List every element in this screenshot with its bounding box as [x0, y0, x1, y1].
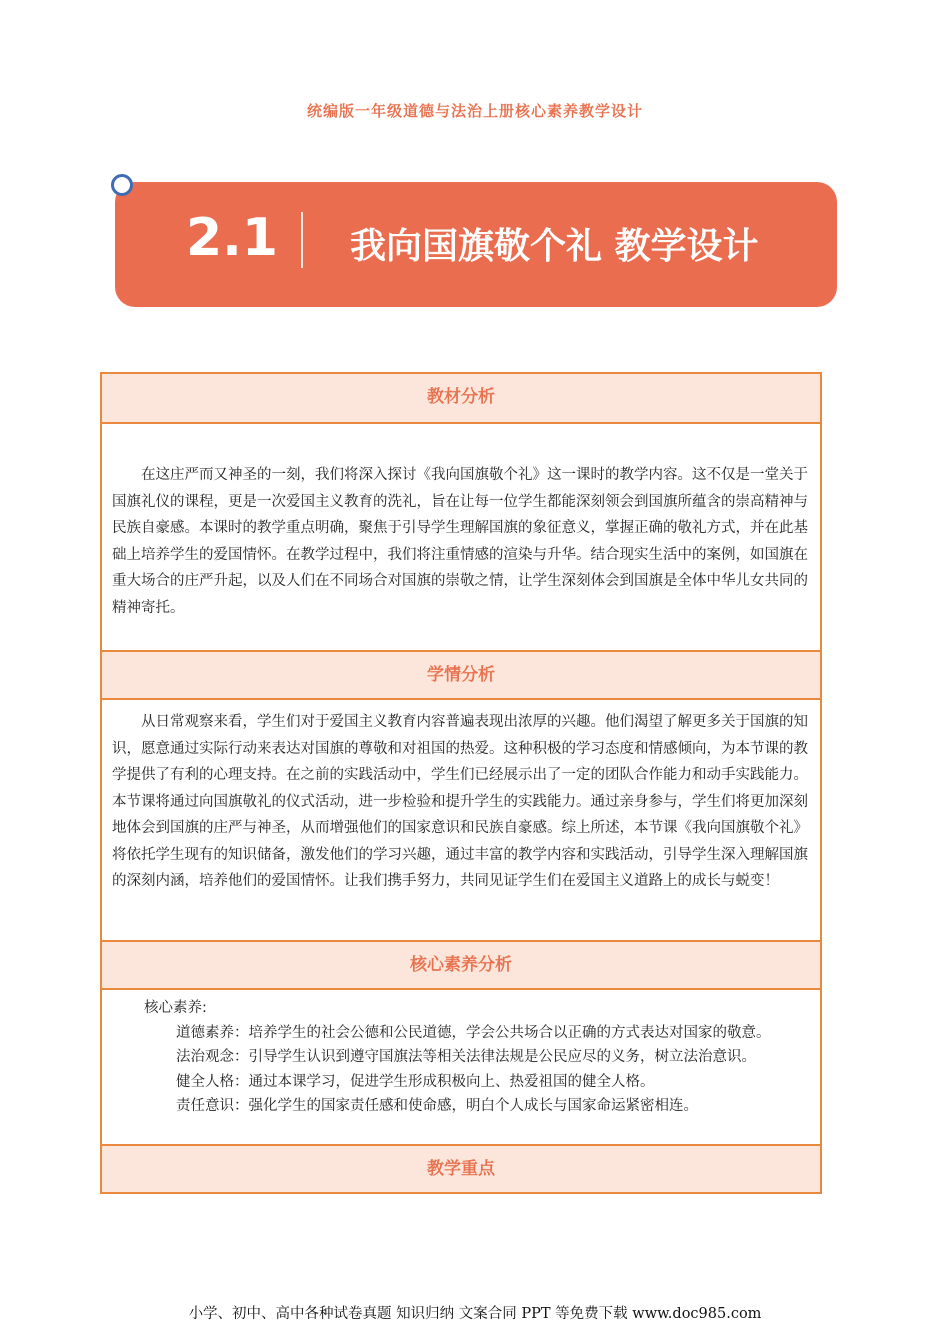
students-paragraph: 从日常观察来看，学生们对于爱国主义教育内容普遍表现出浓厚的兴趣。他们渴望了解更多关于国旗的知识，愿意通过实际行动来表达对国旗的尊敬和对祖国的热爱。这种积极的学习态度和情感倾向，为本节课的教学提供了有利的心理支持。在之前的实践活动中，学生们已经展示出了一定的团队合作能力和动手实践能力。本节课将通过向国旗敬礼的仪式活动，进一步检验和提升学生的实践能力。通过亲身参与，学生们将更加深刻地体会到国旗的庄严与神圣，从而增强他们的国家意识和民族自豪感。综上所述，本节课《我向国旗敬个礼》将依托学生现有的知识储备，激发他们的学习兴趣，通过丰富的教学内容和实践活动，引导学生深入理解国旗的深刻内涵，培养他们的爱国情怀。让我们携手努力，共同见证学生们在爱国主义道路上的成长与蜕变！ — [112, 714, 808, 889]
lesson-design-table — [100, 372, 822, 1194]
section-heading-focus: 教学重点 — [102, 1144, 820, 1194]
core-literacy-list — [112, 996, 812, 1119]
material-paragraph: 在这庄严而又神圣的一刻，我们将深入探讨《我向国旗敬个礼》这一课时的教学内容。这不仅是一堂关于国旗礼仪的课程，更是一次爱国主义教育的洗礼，旨在让每一位学生都能深刻领会到国旗所蕴含的崇高精神与民族自豪感。本课时的教学重点明确，聚焦于引导学生理解国旗的象征意义，掌握正确的敬礼方式，并在此基础上培养学生的爱国情怀。在教学过程中，我们将注重情感的渲染与升华。结合现实生活中的案例，如国旗在重大场合的庄严升起，以及人们在不同场合对国旗的崇敬之情，让学生深刻体会到国旗是全体中华儿女共同的精神寄托。 — [112, 467, 808, 616]
banner-circle-decoration — [111, 174, 133, 196]
material-analysis-text — [112, 462, 812, 621]
core-item-law: 法治观念：引导学生认识到遵守国旗法等相关法律法规是公民应尽的义务，树立法治意识。 — [176, 1049, 756, 1065]
student-analysis-text — [112, 709, 812, 895]
document-header-title: 统编版一年级道德与法治上册核心素养教学设计 — [306, 102, 643, 120]
core-intro: 核心素养: — [144, 1000, 207, 1016]
core-item-responsibility: 责任意识：强化学生的国家责任感和使命感，明白个人成长与国家命运紧密相连。 — [176, 1098, 698, 1114]
page-footer: 小学、初中、高中各种试卷真题 知识归纳 文案合同 PPT 等免费下载 www.doc985.com — [188, 1306, 762, 1322]
section-heading-core: 核心素养分析 — [102, 940, 820, 990]
core-item-moral: 道德素养：培养学生的社会公德和公民道德，学会公共场合以正确的方式表达对国家的敬意。 — [176, 1024, 771, 1041]
core-item-personality: 健全人格：通过本课学习，促进学生形成积极向上、热爱祖国的健全人格。 — [176, 1073, 655, 1090]
lesson-number: 2.1 — [186, 208, 279, 268]
lesson-title: 我向国旗敬个礼 教学设计 — [350, 226, 759, 267]
section-heading-students: 学情分析 — [102, 650, 820, 700]
section-heading-material: 教材分析 — [102, 374, 820, 424]
banner-divider — [301, 212, 303, 268]
